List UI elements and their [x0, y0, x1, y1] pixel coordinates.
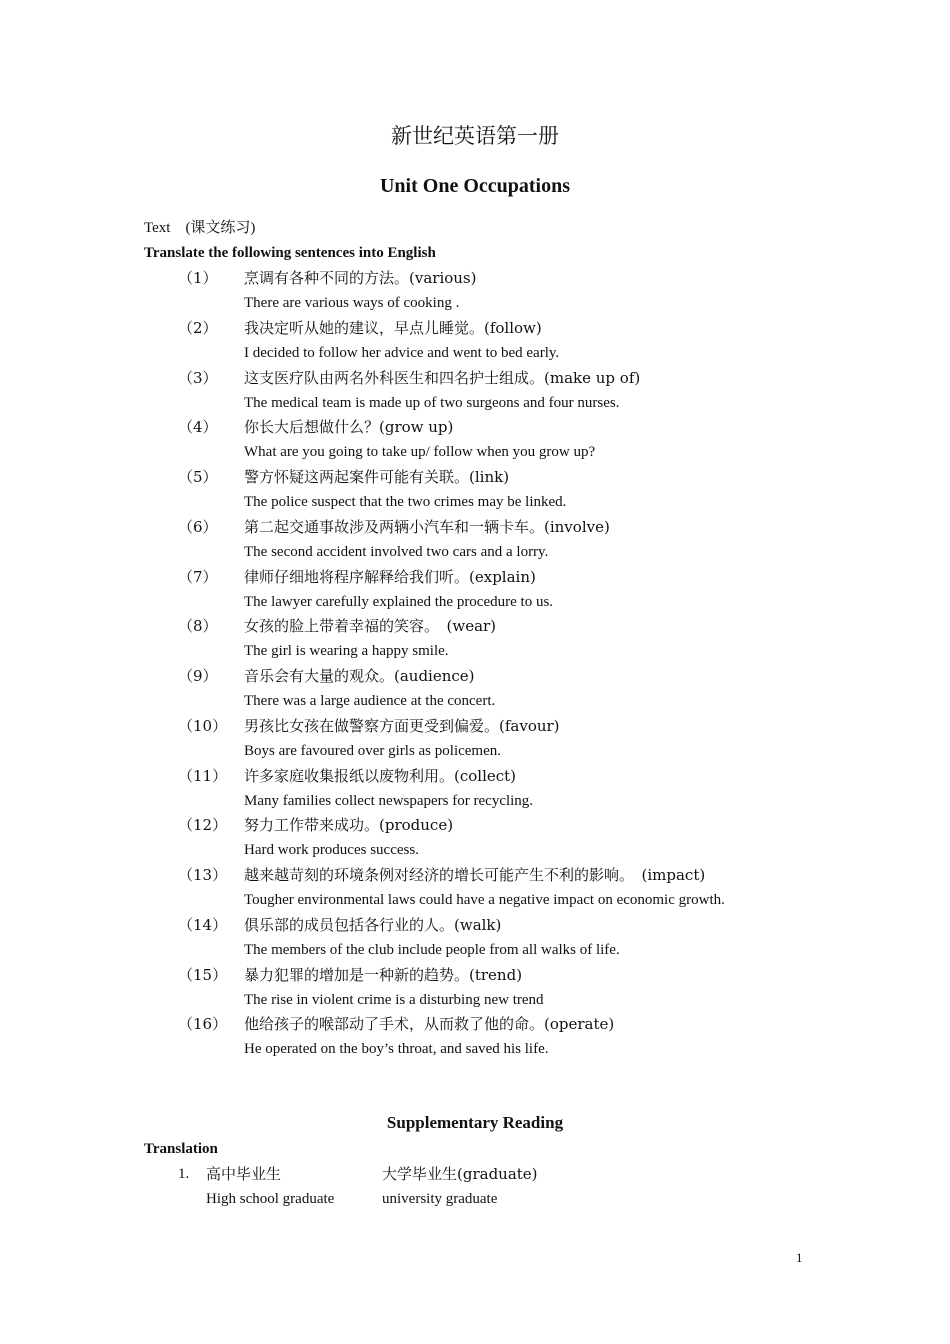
item-number: （15） [178, 965, 228, 984]
item-number: （13） [178, 866, 228, 884]
chinese-sentence: 警方怀疑这两起案件可能有关联。(link) [244, 468, 510, 486]
english-translation: Boys are favoured over girls as policemen. [244, 742, 501, 759]
english-translation: He operated on the boy’s throat, and saved his life. [244, 1041, 549, 1058]
item-number: （4） [178, 418, 218, 437]
unit-title: Unit One Occupations [379, 175, 571, 197]
text-label: Text (课文练习) [144, 220, 256, 236]
page-number: 1 [796, 1250, 803, 1265]
english-translation: What are you going to take up/ follow when you grow up? [244, 444, 596, 461]
chinese-sentence: 这支医疗队由两名外科医生和四名护士组成。(make up of) [244, 368, 641, 387]
chinese-sentence: 音乐会有大量的观众。(audience) [244, 667, 475, 685]
chinese-sentence: 暴力犯罪的增加是一种新的趋势。(trend) [244, 965, 523, 984]
chinese-sentence: 女孩的脸上带着幸福的笑容。 (wear) [244, 617, 497, 636]
chinese-sentence: 律师仔细地将程序解释给我们听。(explain) [244, 567, 536, 586]
chinese-sentence: 男孩比女孩在做警察方面更受到偏爱。(favour) [244, 716, 560, 735]
chinese-sentence: 努力工作带来成功。(produce) [244, 816, 454, 835]
item-number: （8） [178, 617, 218, 636]
instruction-heading: Translate the following sentences into English [144, 245, 436, 261]
translation-heading: Translation [144, 1141, 218, 1157]
supp-item-en-left: High school graduate [206, 1191, 335, 1207]
english-translation: There was a large audience at the concert. [244, 693, 496, 709]
chinese-sentence: 他给孩子的喉部动了手术，从而救了他的命。(operate) [244, 1015, 615, 1034]
chinese-sentence: 越来越苛刻的环境条例对经济的增长可能产生不利的影响。 (impact) [244, 866, 706, 884]
supplementary-title: Supplementary Reading [386, 1113, 564, 1132]
english-translation: Tougher environmental laws could have a negative impact on economic growth. [244, 892, 725, 908]
english-translation: The police suspect that the two crimes may be linked. [244, 494, 567, 510]
english-translation: The members of the club include people from all walks of life. [244, 941, 620, 958]
english-translation: The girl is wearing a happy smile. [244, 643, 449, 660]
item-number: （6） [178, 517, 218, 536]
english-translation: Many families collect newspapers for recycling. [244, 792, 534, 809]
item-number: （16） [178, 1015, 228, 1034]
english-translation: There are various ways of cooking . [244, 295, 460, 311]
item-number: （5） [178, 468, 218, 486]
chinese-sentence: 许多家庭收集报纸以废物利用。(collect) [244, 766, 517, 785]
item-number: （9） [178, 667, 218, 685]
english-translation: The second accident involved two cars and a lorry. [244, 543, 549, 560]
chinese-sentence: 俱乐部的成员包括各行业的人。(walk) [244, 915, 502, 934]
item-number: （14） [178, 915, 228, 934]
item-number: （3） [178, 368, 218, 387]
chinese-sentence: 我决定听从她的建议，早点儿睡觉。(follow) [244, 318, 542, 337]
item-number: （1） [178, 269, 218, 287]
item-number: （2） [178, 318, 218, 337]
supp-item-en-right: university graduate [382, 1191, 498, 1207]
document-title: 新世纪英语第一册 [391, 124, 559, 148]
item-number: （7） [178, 567, 218, 586]
chinese-sentence: 第二起交通事故涉及两辆小汽车和一辆卡车。(involve) [244, 517, 610, 536]
english-translation: The medical team is made up of two surgeons and four nurses. [244, 394, 620, 411]
english-translation: The rise in violent crime is a disturbing new trend [244, 991, 544, 1008]
supp-item-cn-right: 大学毕业生(graduate) [382, 1165, 538, 1183]
english-translation: The lawyer carefully explained the procedure to us. [244, 593, 554, 610]
chinese-sentence: 烹调有各种不同的方法。(various) [244, 269, 477, 287]
chinese-sentence: 你长大后想做什么？(grow up) [244, 418, 454, 437]
item-number: （12） [178, 816, 228, 835]
supp-item-cn-left: 高中毕业生 [206, 1165, 282, 1183]
item-number: （10） [178, 716, 228, 735]
supp-item-number: 1. [178, 1166, 190, 1182]
english-translation: Hard work produces success. [244, 842, 419, 859]
item-number: （11） [178, 766, 228, 785]
english-translation: I decided to follow her advice and went to bed early. [244, 344, 560, 361]
